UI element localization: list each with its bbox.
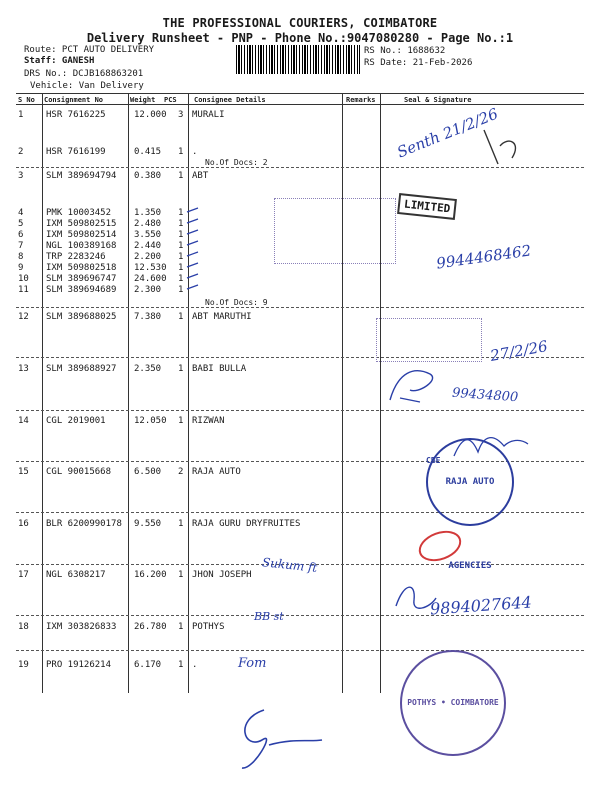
row-weight: 6.500 bbox=[134, 467, 162, 477]
row-pcs: 3 bbox=[178, 110, 184, 120]
row-sno: 4 bbox=[18, 208, 24, 218]
company-title: THE PROFESSIONAL COURIERS, COIMBATORE bbox=[162, 16, 438, 30]
row-pcs: 1 bbox=[178, 241, 184, 251]
col-sno: S No bbox=[18, 96, 35, 104]
row-pcs: 1 bbox=[178, 364, 184, 374]
row-divider bbox=[16, 410, 584, 411]
route-label: Route: PCT AUTO DELIVERY bbox=[24, 45, 155, 55]
header-top-rule bbox=[16, 93, 584, 94]
row-sno: 3 bbox=[18, 171, 24, 181]
row-consignee: POTHYS bbox=[192, 622, 225, 632]
row-consignment: SLM 389696747 bbox=[46, 274, 117, 284]
staff-label: Staff: GANESH bbox=[24, 56, 95, 66]
row-sno: 17 bbox=[18, 570, 29, 580]
row-consignee: MURALI bbox=[192, 110, 225, 120]
row-consignment: SLM 389694689 bbox=[46, 285, 117, 295]
col-divider bbox=[128, 93, 129, 693]
row-pcs: 1 bbox=[178, 208, 184, 218]
row-weight: 9.550 bbox=[134, 519, 162, 529]
row-divider bbox=[16, 307, 584, 308]
vehicle-label: Vehicle: Van Delivery bbox=[30, 81, 144, 91]
handwritten-sign: Senth 21/2/26 bbox=[394, 104, 501, 162]
row-sno: 14 bbox=[18, 416, 29, 426]
row-pcs: 1 bbox=[178, 252, 184, 262]
cbe-stamp-text: CBE bbox=[426, 456, 441, 465]
row-consignment: CGL 90015668 bbox=[46, 467, 112, 477]
row-sno: 11 bbox=[18, 285, 29, 295]
rs-date: RS Date: 21-Feb-2026 bbox=[364, 58, 473, 68]
signature bbox=[224, 690, 324, 780]
rs-number: RS No.: 1688632 bbox=[364, 46, 446, 56]
signature bbox=[390, 578, 440, 618]
row-weight: 2.350 bbox=[134, 364, 162, 374]
row-weight: 0.415 bbox=[134, 147, 162, 157]
company-stamp: LIMITED bbox=[397, 193, 457, 220]
col-consignee: Consignee Details bbox=[194, 96, 266, 104]
row-sno: 10 bbox=[18, 274, 29, 284]
row-pcs: 1 bbox=[178, 312, 184, 322]
row-consignee: . bbox=[192, 147, 198, 157]
faded-stamp bbox=[274, 198, 396, 264]
row-pcs: 1 bbox=[178, 285, 184, 295]
row-sno: 9 bbox=[18, 263, 24, 273]
row-consignee: RAJA AUTO bbox=[192, 467, 241, 477]
row-weight: 6.170 bbox=[134, 660, 162, 670]
col-weight: Weight bbox=[130, 96, 156, 104]
col-remarks: Remarks bbox=[346, 96, 376, 104]
handwritten-note: BB st bbox=[254, 610, 284, 623]
row-consignment: PRO 19126214 bbox=[46, 660, 112, 670]
row-divider bbox=[16, 615, 584, 616]
tick-marks bbox=[186, 206, 206, 296]
col-divider bbox=[42, 93, 43, 693]
row-sno: 16 bbox=[18, 519, 29, 529]
handwritten-note: Fom bbox=[238, 656, 267, 671]
row-consignment: SLM 389694794 bbox=[46, 171, 117, 181]
row-weight: 16.200 bbox=[134, 570, 167, 580]
row-pcs: 1 bbox=[178, 230, 184, 240]
row-sno: 7 bbox=[18, 241, 24, 251]
handwritten-phone: 9894027644 bbox=[429, 592, 533, 619]
row-consignment: CGL 2019001 bbox=[46, 416, 106, 426]
row-consignee: ABT bbox=[192, 171, 209, 181]
row-weight: 12.050 bbox=[134, 416, 167, 426]
row-weight: 2.440 bbox=[134, 241, 162, 251]
row-consignment: NGL 6308217 bbox=[46, 570, 106, 580]
row-weight: 7.380 bbox=[134, 312, 162, 322]
header-bottom-rule bbox=[16, 104, 584, 105]
runsheet-subtitle: Delivery Runsheet - PNP - Phone No.:9047080280 - Page No.:1 bbox=[86, 31, 514, 45]
row-consignment: NGL 100389168 bbox=[46, 241, 117, 251]
row-sno: 15 bbox=[18, 467, 29, 477]
row-weight: 2.200 bbox=[134, 252, 162, 262]
row-sno: 19 bbox=[18, 660, 29, 670]
row-sno: 6 bbox=[18, 230, 24, 240]
row-consignment: IXM 509802514 bbox=[46, 230, 117, 240]
row-sno: 13 bbox=[18, 364, 29, 374]
col-consignment: Consignment No bbox=[44, 96, 104, 104]
row-consignment: HSR 7616199 bbox=[46, 147, 106, 157]
row-weight: 24.600 bbox=[134, 274, 167, 284]
row-weight: 12.000 bbox=[134, 110, 167, 120]
row-sno: 8 bbox=[18, 252, 24, 262]
row-pcs: 1 bbox=[178, 219, 184, 229]
row-pcs: 1 bbox=[178, 519, 184, 529]
row-pcs: 1 bbox=[178, 570, 184, 580]
row-pcs: 1 bbox=[178, 263, 184, 273]
row-sno: 18 bbox=[18, 622, 29, 632]
signature bbox=[380, 360, 460, 410]
row-consignee: RIZWAN bbox=[192, 416, 225, 426]
docs-note: No.Of Docs: 9 bbox=[205, 298, 268, 307]
row-consignment: SLM 389688927 bbox=[46, 364, 117, 374]
row-consignment: SLM 389688025 bbox=[46, 312, 117, 322]
row-consignment: IXM 509802518 bbox=[46, 263, 117, 273]
col-pcs: PCS bbox=[164, 96, 177, 104]
row-sno: 1 bbox=[18, 110, 24, 120]
row-pcs: 1 bbox=[178, 416, 184, 426]
signature bbox=[450, 426, 530, 466]
row-weight: 2.300 bbox=[134, 285, 162, 295]
docs-note: No.Of Docs: 2 bbox=[205, 158, 268, 167]
drs-label: DRS No.: DCJB168863201 bbox=[24, 69, 144, 79]
row-pcs: 1 bbox=[178, 147, 184, 157]
row-consignee: JHON JOSEPH bbox=[192, 570, 252, 580]
row-consignee: ABT MARUTHI bbox=[192, 312, 252, 322]
barcode bbox=[236, 45, 360, 74]
row-pcs: 2 bbox=[178, 467, 184, 477]
row-pcs: 1 bbox=[178, 274, 184, 284]
row-consignment: PMK 10003452 bbox=[46, 208, 112, 218]
row-weight: 3.550 bbox=[134, 230, 162, 240]
row-sno: 5 bbox=[18, 219, 24, 229]
handwritten-note: Sukum ft bbox=[261, 555, 318, 575]
raja-auto-stamp: RAJA AUTO AGENCIES bbox=[426, 438, 514, 526]
signature bbox=[478, 120, 528, 170]
row-pcs: 1 bbox=[178, 171, 184, 181]
row-consignment: BLR 6200990178 bbox=[46, 519, 122, 529]
col-seal: Seal & Signature bbox=[404, 96, 472, 104]
handwritten-number: 99434800 bbox=[451, 385, 519, 406]
row-weight: 2.480 bbox=[134, 219, 162, 229]
handwritten-phone: 9944468462 bbox=[435, 241, 533, 273]
row-pcs: 1 bbox=[178, 660, 184, 670]
row-consignee: RAJA GURU DRYFRUITES bbox=[192, 519, 301, 529]
row-divider bbox=[16, 650, 584, 651]
row-consignment: IXM 509802515 bbox=[46, 219, 117, 229]
row-consignee: . bbox=[192, 660, 198, 670]
faded-stamp bbox=[376, 318, 482, 362]
row-consignee: BABI BULLA bbox=[192, 364, 247, 374]
pothys-stamp: POTHYS • COIMBATORE bbox=[400, 650, 506, 756]
row-weight: 1.350 bbox=[134, 208, 162, 218]
handwritten-date: 27/2/26 bbox=[488, 337, 549, 365]
row-weight: 26.780 bbox=[134, 622, 167, 632]
row-sno: 2 bbox=[18, 147, 24, 157]
row-weight: 0.380 bbox=[134, 171, 162, 181]
row-consignment: HSR 7616225 bbox=[46, 110, 106, 120]
row-sno: 12 bbox=[18, 312, 29, 322]
col-divider bbox=[188, 93, 189, 693]
row-weight: 12.530 bbox=[134, 263, 167, 273]
row-consignment: IXM 303826833 bbox=[46, 622, 117, 632]
col-divider bbox=[342, 93, 343, 693]
row-pcs: 1 bbox=[178, 622, 184, 632]
row-consignment: TRP 2283246 bbox=[46, 252, 106, 262]
